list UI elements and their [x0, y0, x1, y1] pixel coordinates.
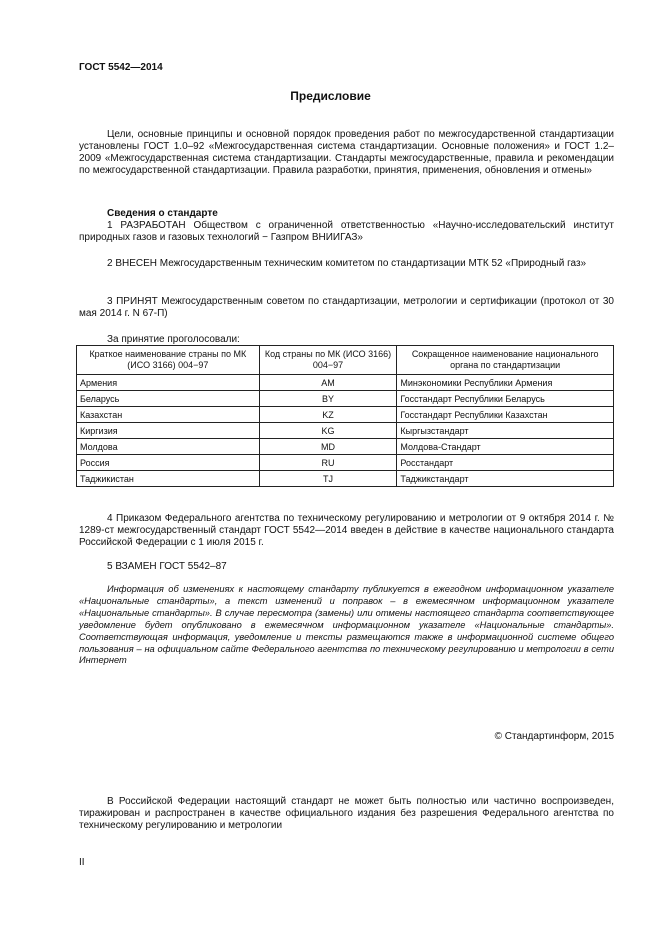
code-cell: RU [259, 455, 397, 471]
code-cell: BY [259, 391, 397, 407]
voted-label: За принятие проголосовали: [107, 334, 240, 345]
table-row [77, 423, 614, 439]
country-cell: Армения [77, 375, 260, 391]
intro-paragraph: Цели, основные принципы и основной порядок проведения работ по межгосударственной стандартизации установлены ГОСТ 1.0–92 «Межгосударственная система стандартизации. Основные положения» и ГОСТ 1.2–2009 «Межгосударственная система стандартизации. Стандарты межгосударственные, правила и рекомендации по межгосударственной стандартизации. Правила разработки, принятия, применения, обновления и отмены» [79, 129, 614, 176]
rights-notice: В Российской Федерации настоящий стандарт не может быть полностью или частично воспроизведен, тиражирован и распространен в качестве официального издания без разрешения Федерального агентства по техническому регулированию и метрологии [79, 796, 614, 831]
body-cell: Госстандарт Республики Беларусь [397, 391, 614, 407]
standard-header: ГОСТ 5542—2014 [79, 62, 163, 73]
table-row [77, 455, 614, 471]
country-cell: Молдова [77, 439, 260, 455]
table-row [77, 471, 614, 487]
page-title: Предисловие [290, 89, 371, 103]
country-cell: Россия [77, 455, 260, 471]
code-cell: MD [259, 439, 397, 455]
body-cell: Молдова-Стандарт [397, 439, 614, 455]
table-row [77, 407, 614, 423]
code-cell: KZ [259, 407, 397, 423]
table-row [77, 375, 614, 391]
item-3-adopted: 3 ПРИНЯТ Межгосударственным советом по стандартизации, метрологии и сертификации (протокол от 30 мая 2014 г. N 67-П) [79, 296, 614, 319]
table-row [77, 439, 614, 455]
country-cell: Беларусь [77, 391, 260, 407]
body-cell: Госстандарт Республики Казахстан [397, 407, 614, 423]
country-cell: Киргизия [77, 423, 260, 439]
column-header-country: Краткое наименование страны по МК (ИСО 3166) 004−97 [77, 346, 260, 375]
code-cell: TJ [259, 471, 397, 487]
code-cell: AM [259, 375, 397, 391]
column-header-body: Сокращенное наименование национального органа по стандартизации [397, 346, 614, 375]
code-cell: KG [259, 423, 397, 439]
item-2-introduced: 2 ВНЕСЕН Межгосударственным техническим комитетом по стандартизации МТК 52 «Природный газ» [107, 258, 587, 269]
body-cell: Росстандарт [397, 455, 614, 471]
country-cell: Таджикистан [77, 471, 260, 487]
item-4-order: 4 Приказом Федерального агентства по техническому регулированию и метрологии от 9 октября 2014 г. № 1289-ст межгосударственный стандарт ГОСТ 5542—2014 введен в действие в качестве национального стандарта Российской Федерации с 1 июля 2015 г. [79, 513, 614, 548]
body-cell: Кыргызстандарт [397, 423, 614, 439]
body-cell: Минэкономики Республики Армения [397, 375, 614, 391]
country-cell: Казахстан [77, 407, 260, 423]
item-5-replaces: 5 ВЗАМЕН ГОСТ 5542–87 [107, 561, 227, 572]
body-cell: Таджикстандарт [397, 471, 614, 487]
item-1-developed: 1 РАЗРАБОТАН Обществом с ограниченной ответственностью «Научно-исследовательский институт природных газов и газовых технологий − Газпром ВНИИГАЗ» [79, 220, 614, 243]
copyright: © Стандартинформ, 2015 [494, 731, 614, 742]
page-number: II [79, 857, 85, 868]
amendments-notice: Информация об изменениях к настоящему стандарту публикуется в ежегодном информационном указателе «Национальные стандарты», а текст изменений и поправок – в ежемесячном информационном указателе «Национальные стандарты». В случае пересмотра (замены) или отмены настоящего стандарта соответствующее уведомление будет опубликовано в ежемесячном информационном указателе «Национальные стандарты». Соответствующая информация, уведомление и тексты размещаются также в информационной системе общего пользования – на официальном сайте Федерального агентства по техническому регулированию и метрологии в сети Интернет [79, 584, 614, 666]
column-header-code: Код страны по МК (ИСО 3166) 004−97 [259, 346, 397, 375]
table-row [77, 391, 614, 407]
info-heading: Сведения о стандарте [107, 208, 218, 219]
table-header-row [77, 346, 614, 375]
voting-table [76, 345, 614, 487]
